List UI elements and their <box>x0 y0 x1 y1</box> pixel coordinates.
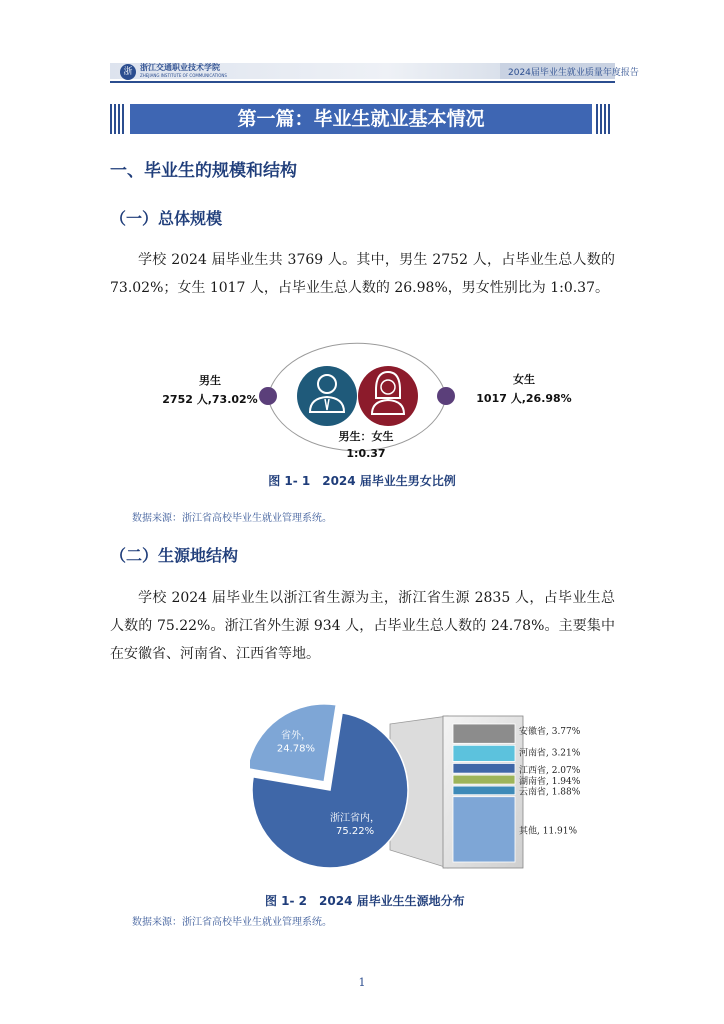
figure1-caption: 图 1- 1 2024 届毕业生男女比例 <box>268 474 456 488</box>
breakdown-label: 河南省, 3.21% <box>519 748 581 759</box>
breakdown-segment <box>453 763 515 773</box>
origin-paragraph: 学校 2024 届毕业生以浙江省生源为主，浙江省生源 2835 人，占毕业生总人数的 75.22%。浙江省外生源 934 人，占毕业生总人数的 24.78%。主要集中在安徽省、河南省、江西省等地。 <box>110 590 615 662</box>
breakdown-label: 江西省, 2.07% <box>519 766 581 777</box>
pie-label: 省外， <box>280 730 311 742</box>
breakdown-segment <box>453 745 515 761</box>
subsection-heading-scale: （一）总体规模 <box>110 209 223 228</box>
female-user-icon <box>358 366 418 426</box>
breakdown-label: 其他, 11.91% <box>519 826 578 837</box>
school-name: 浙江交通职业技术学院 <box>140 63 220 72</box>
figure2-caption: 图 1- 2 2024 届毕业生生源地分布 <box>265 894 465 908</box>
figure1-source: 数据来源：浙江省高校毕业生就业管理系统。 <box>132 513 332 524</box>
pie-label: 浙江省内， <box>330 812 381 824</box>
section-heading: 一、毕业生的规模和结构 <box>110 161 297 181</box>
school-name-en: ZHEJIANG INSTITUTE OF COMMUNICATIONS <box>140 73 227 78</box>
banner-stripes-left <box>110 104 126 134</box>
scale-paragraph: 学校 2024 届毕业生共 3769 人。其中，男生 2752 人，占毕业生总人数的73.02%；女生 1017 人，占毕业生总人数的 26.98%，男女性别比为 1:0.37。 <box>110 252 615 296</box>
page-number: 1 <box>358 976 366 989</box>
breakdown-segment <box>453 724 515 743</box>
ratio-value: 1:0.37 <box>346 447 386 460</box>
breakdown-label: 云南省, 1.88% <box>519 787 581 798</box>
male-label: 男生 <box>199 374 221 387</box>
figure2-source: 数据来源：浙江省高校毕业生就业管理系统。 <box>132 917 332 928</box>
breakdown-label: 安徽省, 3.77% <box>519 727 581 737</box>
breakdown-segment <box>453 786 515 795</box>
subsection-heading-origin: （二）生源地结构 <box>110 546 239 565</box>
breakdown-segment <box>453 797 515 862</box>
pie-label: 24.78% <box>276 743 316 755</box>
ratio-label: 男生：女生 <box>338 430 394 443</box>
upper-arc <box>268 343 446 396</box>
origin-pie-chart <box>250 700 610 875</box>
chapter-banner: 第一篇：毕业生就业基本情况 <box>130 104 592 134</box>
banner-stripes-right <box>596 104 612 134</box>
female-dot <box>437 387 455 405</box>
female-value: 1017 人,26.98% <box>476 392 572 405</box>
report-title: 2024届毕业生就业质量年度报告 <box>508 68 639 78</box>
breakdown-segment <box>453 775 515 784</box>
male-user-icon <box>297 366 357 426</box>
breakdown-label: 湖南省, 1.94% <box>519 777 581 788</box>
male-value: 2752 人,73.02% <box>162 393 258 406</box>
school-logo-icon: 浙 <box>120 64 136 80</box>
female-label: 女生 <box>513 373 535 386</box>
pie-label: 75.22% <box>335 825 375 837</box>
header-rule <box>110 81 615 83</box>
